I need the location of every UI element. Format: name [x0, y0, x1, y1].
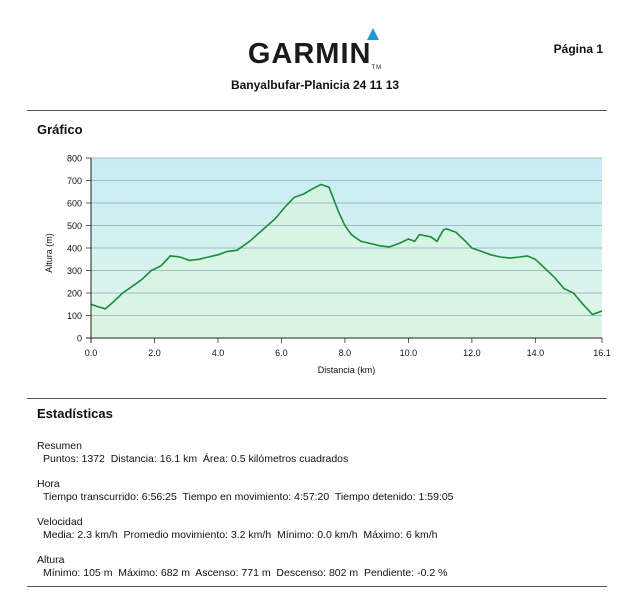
stats-speed-values: Media: 2.3 km/h Promedio movimiento: 3.2 km/h Mínimo: 0.0 km/h Máximo: 6 km/h: [43, 529, 438, 541]
y-tick-label: 400: [66, 243, 82, 254]
x-tick-label: 4.0: [211, 348, 225, 358]
stats-block: [37, 440, 454, 592]
x-tick-label: 8.0: [338, 348, 352, 358]
x-tick-label: 0.0: [84, 348, 98, 358]
stats-time-values: Tiempo transcurrido: 6:56:25 Tiempo en movimiento: 4:57:20 Tiempo detenido: 1:59:05: [43, 491, 454, 503]
stats-speed-label: Velocidad: [37, 516, 83, 528]
x-tick-label: 14.0: [526, 348, 545, 358]
logo-text: GARMIN: [247, 38, 372, 70]
y-tick-label: 600: [66, 198, 82, 209]
stats-section-title: Estadísticas: [37, 406, 113, 421]
x-tick-label: 6.0: [275, 348, 288, 358]
stats-altitude-values: Mínimo: 105 m Máximo: 682 m Ascenso: 771 m Descenso: 802 m Pendiente: -0.2 %: [43, 567, 448, 579]
x-tick-label: 2.0: [148, 348, 161, 358]
y-tick-label: 500: [66, 221, 82, 231]
y-tick-label: 0: [76, 333, 82, 344]
divider-middle: [27, 398, 607, 399]
chart-section-title: Gráfico: [37, 122, 83, 137]
x-tick-label: 16.1: [593, 348, 611, 358]
report-subtitle: Banyalbufar-Planicia 24 11 13: [230, 78, 400, 92]
y-axis-label: Altura (m): [44, 233, 54, 273]
x-tick-label: 10.0: [399, 348, 418, 358]
stats-summary: [37, 440, 454, 466]
stats-altitude: [37, 554, 454, 580]
stats-time-label: Hora: [37, 478, 60, 490]
y-tick-label: 300: [66, 266, 82, 276]
y-tick-label: 200: [66, 288, 82, 299]
stats-time: [37, 478, 454, 504]
y-tick-label: 800: [66, 153, 82, 164]
stats-summary-label: Resumen: [37, 440, 82, 452]
page-number: Página 1: [553, 42, 603, 56]
x-tick-label: 12.0: [463, 348, 481, 358]
stats-altitude-label: Altura: [37, 554, 65, 566]
divider-bottom: [27, 586, 607, 587]
stats-speed: [37, 516, 454, 542]
x-axis-label: Distancia (km): [317, 365, 376, 375]
y-tick-label: 100: [66, 311, 82, 321]
y-tick-label: 700: [66, 176, 82, 186]
stats-summary-values: Puntos: 1372 Distancia: 16.1 km Área: 0.5 kilómetros cuadrados: [43, 453, 349, 465]
logo-trademark: TM: [371, 65, 383, 71]
